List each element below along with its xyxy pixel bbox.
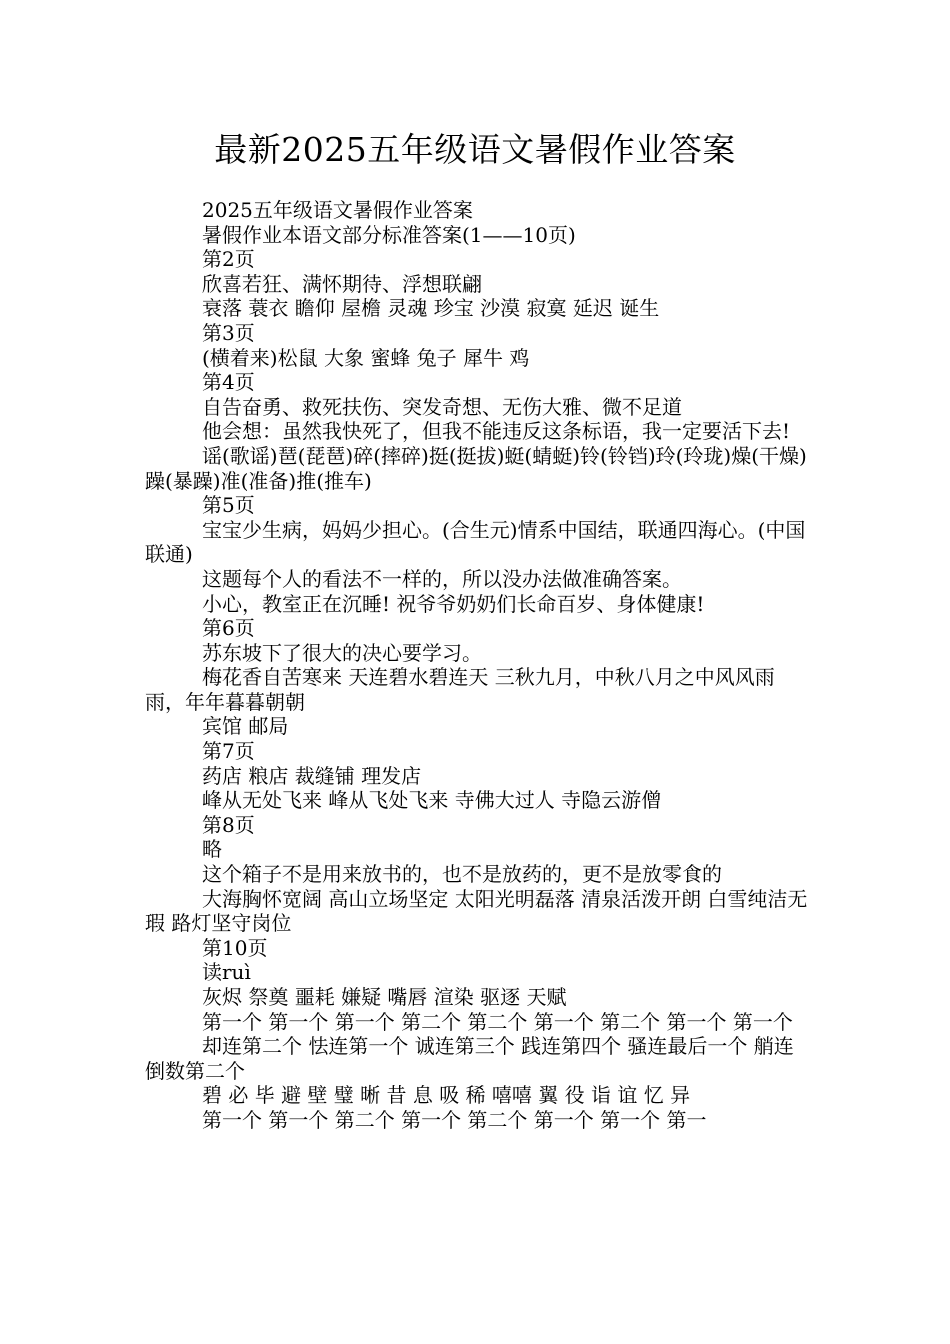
page-heading: 第10页: [202, 935, 268, 960]
page-heading: 第5页: [202, 493, 255, 518]
paragraph: 自告奋勇、救死扶伤、突发奇想、无伤大雅、微不足道: [202, 394, 682, 419]
paragraph: 梅花香自苦寒来 天连碧水碧连天 三秋九月，中秋八月之中风风雨雨，年年暮暮朝朝: [145, 665, 775, 714]
page-heading: 第4页: [202, 370, 255, 395]
paragraph: 略: [202, 837, 222, 862]
page-heading: 第7页: [202, 739, 255, 764]
paragraph: 却连第二个 怯连第一个 诚连第三个 践连第四个 骚连最后一个 艄连倒数第二个: [145, 1034, 794, 1083]
paragraph: 衰落 蓑衣 瞻仰 屋檐 灵魂 珍宝 沙漠 寂寞 延迟 诞生: [202, 296, 660, 321]
paragraph: (横着来)松鼠 大象 蜜蜂 兔子 犀牛 鸡: [202, 345, 530, 370]
page-heading: 第6页: [202, 616, 255, 641]
paragraph: 这题每个人的看法不一样的，所以没办法做准确答案。: [202, 566, 682, 591]
paragraph: 暑假作业本语文部分标准答案(1——10页): [202, 222, 576, 247]
document-title: 最新2025五年级语文暑假作业答案: [214, 130, 736, 169]
paragraph: 小心，教室正在沉睡! 祝爷爷奶奶们长命百岁、身体健康!: [202, 591, 705, 616]
paragraph: 欣喜若狂、满怀期待、浮想联翩: [202, 271, 482, 296]
paragraph: 读ruì: [202, 960, 251, 985]
document-body: [145, 198, 811, 1133]
paragraph: 药店 粮店 裁缝铺 理发店: [202, 763, 422, 788]
paragraph: 灰烬 祭奠 噩耗 嫌疑 嘴唇 渲染 驱逐 天赋: [202, 985, 567, 1009]
paragraph: 宾馆 邮局: [202, 714, 289, 739]
paragraph: 第一个 第一个 第一个 第二个 第二个 第一个 第二个 第一个 第一个: [202, 1009, 793, 1034]
paragraph: 峰从无处飞来 峰从飞处飞来 寺佛大过人 寺隐云游僧: [202, 788, 662, 813]
paragraph: 2025五年级语文暑假作业答案: [202, 198, 473, 222]
page-heading: 第8页: [202, 812, 255, 837]
paragraph: 他会想：虽然我快死了，但我不能违反这条标语，我一定要活下去!: [202, 419, 791, 444]
paragraph: 苏东坡下了很大的决心要学习。: [202, 640, 482, 665]
paragraph: 宝宝少生病，妈妈少担心。(合生元)情系中国结，联通四海心。(中国联通): [145, 517, 806, 567]
page-heading: 第3页: [202, 320, 255, 345]
paragraph: 谣(歌谣)琶(琵琶)碎(摔碎)挺(挺拔)蜓(蜻蜓)铃(铃铛)玲(玲珑)燥(干燥)躁(暴躁)准(准备)推(推车): [145, 443, 807, 493]
page-heading: 第2页: [202, 247, 255, 272]
paragraph: 碧 必 毕 避 壁 璧 晰 昔 息 吸 稀 嘻嘻 翼 役 诣 谊 忆 异: [202, 1083, 691, 1108]
paragraph: 这个箱子不是用来放书的，也不是放药的，更不是放零食的: [202, 862, 722, 887]
paragraph: 大海胸怀宽阔 高山立场坚定 太阳光明磊落 清泉活泼开朗 白雪纯洁无瑕 路灯坚守岗位: [145, 886, 808, 936]
paragraph: 第一个 第一个 第二个 第一个 第二个 第一个 第一个 第一: [202, 1107, 707, 1132]
